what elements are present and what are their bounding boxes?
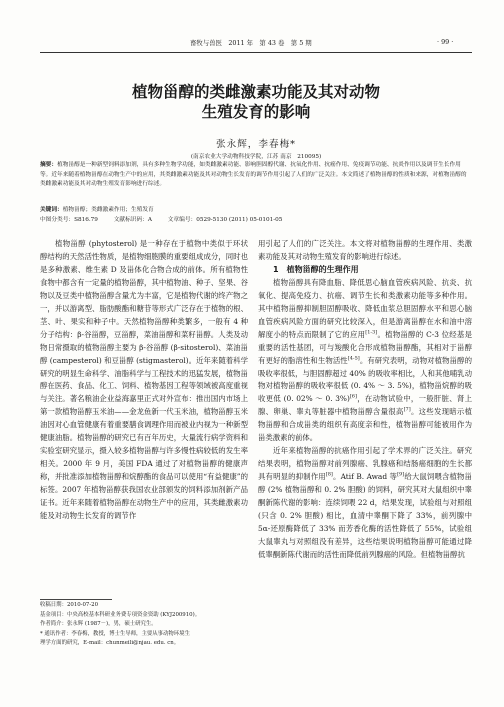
keywords bbox=[40, 206, 472, 216]
article-number: 文章编号：0529-5130 (2011) 05-0101-05 bbox=[167, 217, 283, 223]
journal-info: 畜牧与兽医 2011 年 第 43 卷 第 5 期 bbox=[190, 39, 312, 47]
page-number: · 99 · bbox=[437, 38, 454, 46]
doc-code: 文献标识码：A bbox=[113, 217, 152, 223]
abstract-text: 植物甾醇是一种新型饲料添加剂，具有多种生物学功能，如类雌激素功能、影响胆固醇代谢、抗氧化作用、抗癌作用、免疫调节功能、抗炎作用以及调节生长作用等。近年来随着植物甾醇在动物生产中的应用，其类雌激素功能及其对动物生长发育的调节作用引起了人们的广泛关注。本文简述了植物甾醇的性质和来源，对植物甾醇的类雌激素功能及其对动物生殖发育影响进行综述。 bbox=[40, 162, 467, 188]
section1-paragraph1: 植物甾醇具有降血脂、降低思心脑血管疾病风险、抗炎、抗氧化、提高免疫力、抗癌、调节生长和类激素功能等多种作用。其中植物甾醇抑制胆固醇吸收、降低血浆总胆固醇水平和思心脑血管疾病风险方面的研究比较深入，但是游离甾醇在水和油中溶解度小的特点而限制了它的应用[1-3]。植物甾醇的 C-3 位经基是重要的活性基团，可与羧酸化合形成植物甾醇酯，其相对于甾醇有更好的脂溶性和生物活性[4-5]。有研究表明，动物对植物甾醇的吸收率很低，与胆固醇超过 40% 的吸收率相比，人和其他哺乳动物对植物甾醇的吸收率很低 (0. 4% ～ 3. 5%)，植物甾烷醇的吸收更低 (0. 02% ～ 0. 3%)[6]，在动物试验中，一般肝脏、肾上腺、卵巢、睾丸等脏器中植物甾醇含量很高[7]。这些发现暗示植物甾醇和合成甾类的组织有高度亲和性，植物甾醇可能被用作为甾类激素的前体。 bbox=[258, 277, 472, 443]
header-rule bbox=[40, 52, 472, 53]
abstract bbox=[40, 161, 472, 190]
footnote-corresponding: * 通讯作者：李春梅，教授，博士生导师，主要从事动物环境生 bbox=[40, 630, 190, 637]
paper-title-line2: 生殖发育的影响 bbox=[201, 103, 311, 121]
left-column bbox=[40, 238, 248, 523]
keywords-text: 植物甾醇；类雌激素作用；生殖发育 bbox=[62, 207, 154, 213]
footnote-received: 收稿日期：2010-07-20 bbox=[40, 602, 99, 608]
footnote-author: 作者简介：张永辉 (1987－)，男，硕士研究生。 bbox=[40, 621, 157, 628]
intro-paragraph: 植物甾醇 (phytosterol) 是一种存在于植物中类似于环状醇结构的天然活性物质，是植物细胞膜的重要组成成分，同时也是多种激素、维生素 D 及甾体化合物合成的前体。所有植物性食物中都含有一定量的植物甾醇，其中植物油、种子、坚果、谷物以及豆类中植物甾醇含量尤为丰富，它是植物代谢的终产物之一，并以游离型、脂肪酸酯和糖苷等形式广泛存在于植物的根、茎、叶、果实和种子中。天然植物甾醇种类繁多，一般有 4 种分子结构：β-谷甾醇，豆甾醇，菜油甾醇和菜籽甾醇。人类及动物日常摄取的植物甾醇主要为 β-谷甾醇 (β-sitosterol)、菜油甾醇 (campesterol) 和豆甾醇 (stigmasterol)。近年来随着科学研究的明显生命科学、油脂科学与工程技术的迅猛发展，植物甾醇在医药、食品、化工、饲料、植物基因工程等领域被高度重视与关注。著名粮油企业益海嘉里正式对外宣布：推出国内市场上第一款植物甾醇玉米油——金龙鱼新一代玉米油，植物甾醇玉米油因对心血管健康有着重要膳食调理作用而被业内视为一种新型健康油脂。植物甾醇的研究已有百年历史，大量流行病学资料和实验室研究显示，摄入较多植物甾醇与许多慢性病较低的发生率相关。2000 年 9 月，美国 FDA 通过了对植物甾醇的健康声称，并批准添加植物甾醇和烷醇酯的食品可以使用“有益健康”的标签。2007 年植物甾醇获我国农业部颁发的饲料添加剂新产品证书。近年来随着植物甾醇在动物生产中的应用，其类雌激素功能及对动物生长发育的调节作 bbox=[40, 239, 248, 521]
footnote-fund: 基金项目：中央高校基本科研业务费专项资金资助 (KYJ200910)。 bbox=[40, 611, 201, 618]
article-meta bbox=[40, 216, 472, 226]
paper-title-line1: 植物甾醇的类雌激素功能及其对动物 bbox=[131, 83, 380, 101]
authors: 张永辉，李春梅* bbox=[216, 139, 296, 150]
section-heading-1: 1 植物甾醇的生理作用 bbox=[273, 264, 359, 274]
footnotes bbox=[40, 601, 250, 649]
footnote-corresponding-cont: 理学方面的研究，E-mail：chunmeili@njau. edu. cn。 bbox=[40, 640, 180, 647]
footnote-rule bbox=[40, 599, 112, 600]
keywords-label: 关键词： bbox=[40, 207, 63, 213]
section1-paragraph2: 近年来植物甾醇的抗癌作用引起了学术界的广泛关注。研究结果表明，植物甾醇对前列腺癌、乳腺癌和结肠癌细胞的生长都具有明显的抑制作用[8]。Atif B. Awad 等[9]给大鼠饲喂含植物甾醇 (2% 植物甾醇和 0. 2% 胆酸) 的饲料，研究其对大鼠组织中睾酮新陈代谢的影响：连续饲喂 22 d，结果发现，试验组与对照组 (只含 0. 2% 胆酸) 相比，血清中睾酮下降了 33%，前列腺中 5α-还原酶降低了 33% 而芳香化酶的活性降低了 55%，试验组大鼠睾丸与对照组没有差异，这些结果说明植物甾醇可能通过降低睾酮新陈代谢而的活性而降低前列腺癌的风险。但植物甾醇抗 bbox=[258, 446, 472, 559]
right-column bbox=[258, 238, 472, 562]
clc-number: 中图分类号：S816.79 bbox=[40, 217, 98, 223]
affiliation: (南京农业大学动物科技学院，江苏 南京 210095) bbox=[190, 154, 322, 160]
abstract-label: 摘要： bbox=[40, 162, 58, 168]
intro-continuation: 用引起了人们的广泛关注。本文将对植物甾醇的生理作用、类激素功能及其对动物生殖发育的影响进行综述。 bbox=[258, 239, 472, 261]
